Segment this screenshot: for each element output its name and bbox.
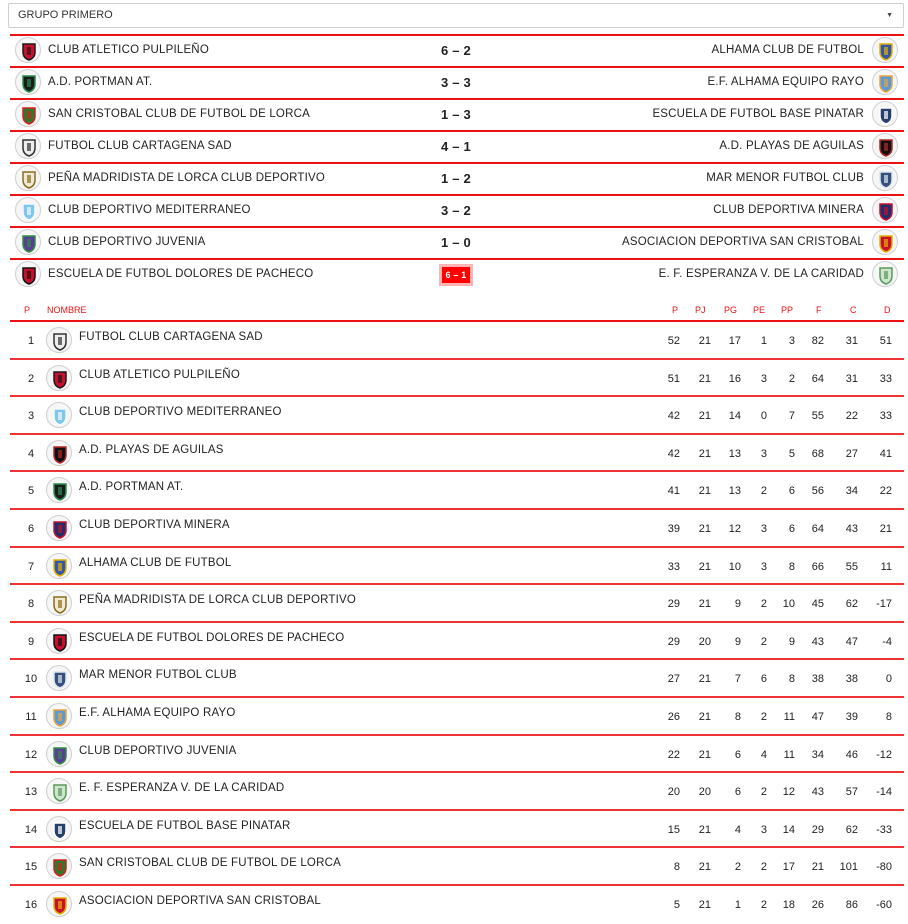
stat-won: 1 (734, 898, 741, 911)
stat-won: 6 (734, 748, 741, 761)
header-drawn: PE (753, 305, 766, 315)
team-name[interactable]: CLUB ATLETICO PULPILEÑO (79, 368, 240, 381)
stat-goal-difference: -80 (876, 861, 892, 874)
stat-goals-against: 47 (845, 635, 858, 648)
stat-played: 21 (698, 335, 711, 347)
team-name[interactable]: ASOCIACION DEPORTIVA SAN CRISTOBAL (79, 894, 321, 907)
stat-drawn: 2 (760, 861, 767, 874)
stat-played: 20 (698, 786, 711, 799)
stat-goal-difference: 11 (880, 560, 892, 573)
position: 14 (24, 823, 38, 836)
team-name[interactable]: PEÑA MADRIDISTA DE LORCA CLUB DEPORTIVO (79, 594, 357, 607)
stat-goals-against: 31 (845, 335, 858, 347)
stat-drawn: 3 (760, 372, 767, 385)
stat-goal-difference: -4 (882, 635, 892, 648)
stat-goal-difference: 21 (879, 522, 892, 535)
match-score: 3 – 2 (441, 203, 471, 218)
stat-played: 21 (698, 710, 711, 723)
stat-won: 9 (734, 598, 741, 611)
stat-goals-for: 82 (811, 335, 824, 347)
stat-goals-for: 47 (811, 710, 824, 723)
team-name[interactable]: CLUB DEPORTIVO MEDITERRANEO (79, 406, 282, 419)
match-score: 1 – 2 (441, 171, 471, 186)
stat-goals-for: 66 (811, 560, 824, 573)
stat-lost: 17 (782, 861, 795, 874)
position: 3 (27, 410, 35, 423)
position: 2 (27, 372, 35, 385)
match-row[interactable] (10, 98, 904, 130)
position: 7 (27, 560, 35, 573)
stat-lost: 18 (782, 898, 795, 911)
stat-drawn: 4 (760, 748, 767, 761)
stat-goal-difference: 41 (879, 447, 892, 460)
stat-lost: 11 (783, 710, 795, 723)
team-name[interactable]: ALHAMA CLUB DE FUTBOL (79, 556, 232, 569)
home-team-name: ESCUELA DE FUTBOL DOLORES DE PACHECO (48, 268, 314, 280)
team-crest-icon (46, 553, 72, 579)
match-score: 1 – 0 (441, 235, 471, 250)
match-row[interactable] (10, 130, 904, 162)
standings-row[interactable] (10, 811, 904, 849)
team-crest-icon (15, 165, 41, 191)
standings-row[interactable] (10, 585, 904, 623)
header-name: NOMBRE (47, 305, 87, 315)
position: 5 (27, 485, 35, 498)
position: 15 (24, 861, 38, 874)
stat-goals-for: 45 (811, 598, 824, 611)
team-crest-icon (46, 515, 72, 541)
stat-points: 39 (667, 522, 680, 535)
stat-goals-for: 29 (811, 823, 824, 836)
team-name[interactable]: E. F. ESPERANZA V. DE LA CARIDAD (79, 782, 285, 795)
stat-lost: 11 (783, 748, 795, 761)
stat-points: 52 (667, 335, 680, 347)
position: 6 (27, 522, 35, 535)
position: 12 (24, 748, 38, 761)
match-score: 1 – 3 (441, 107, 471, 122)
stat-goals-for: 56 (811, 485, 824, 498)
stat-won: 8 (734, 710, 741, 723)
position: 9 (27, 635, 35, 648)
stat-goal-difference: -33 (876, 823, 892, 836)
match-row[interactable] (10, 226, 904, 258)
header-lost: PP (781, 305, 794, 315)
stat-goals-for: 64 (811, 522, 824, 535)
team-crest-icon (46, 778, 72, 804)
stat-drawn: 0 (760, 410, 767, 423)
stat-drawn: 3 (760, 823, 767, 836)
stat-won: 13 (728, 485, 741, 498)
stat-goal-difference: -60 (876, 898, 892, 911)
stat-lost: 8 (788, 673, 795, 686)
stat-goals-for: 55 (811, 410, 824, 423)
stat-played: 21 (698, 522, 711, 535)
team-name[interactable]: ESCUELA DE FUTBOL BASE PINATAR (79, 819, 291, 832)
away-team-name: ASOCIACION DEPORTIVA SAN CRISTOBAL (622, 236, 864, 248)
team-name[interactable]: E.F. ALHAMA EQUIPO RAYO (79, 706, 236, 719)
stat-played: 21 (698, 447, 711, 460)
team-crest-icon (15, 261, 41, 287)
team-crest-icon (15, 197, 41, 223)
standings-row[interactable] (10, 773, 904, 811)
stat-lost: 6 (788, 485, 795, 498)
team-crest-icon (872, 197, 898, 223)
stat-won: 2 (734, 861, 741, 874)
live-score-badge (439, 264, 473, 286)
stat-points: 51 (667, 372, 680, 385)
stat-goals-against: 57 (845, 786, 858, 799)
stat-played: 21 (698, 560, 711, 573)
stat-goals-for: 21 (811, 861, 824, 874)
stat-points: 29 (667, 635, 680, 648)
header-goals-against: C (850, 305, 857, 315)
header-played: PJ (695, 305, 706, 315)
stat-won: 4 (734, 823, 741, 836)
match-row[interactable] (10, 66, 904, 98)
stat-played: 21 (698, 898, 711, 911)
stat-lost: 14 (782, 823, 795, 836)
stat-goals-for: 64 (811, 372, 824, 385)
stat-points: 29 (667, 598, 680, 611)
standings-row[interactable] (10, 698, 904, 736)
stat-goals-for: 38 (811, 673, 824, 686)
standings-row[interactable] (10, 660, 904, 698)
team-crest-icon (872, 165, 898, 191)
match-score: 6 – 1 (442, 267, 470, 283)
stat-goals-against: 62 (845, 823, 858, 836)
stat-lost: 2 (788, 372, 795, 385)
stat-lost: 6 (788, 522, 795, 535)
away-team-name: ESCUELA DE FUTBOL BASE PINATAR (652, 108, 864, 120)
standings-row[interactable] (10, 736, 904, 774)
stat-points: 20 (667, 786, 680, 799)
stat-points: 15 (667, 823, 680, 836)
stat-goals-against: 22 (845, 410, 858, 423)
match-score: 3 – 3 (441, 75, 471, 90)
team-name[interactable]: ESCUELA DE FUTBOL DOLORES DE PACHECO (79, 631, 345, 644)
away-team-name: MAR MENOR FUTBOL CLUB (706, 172, 864, 184)
group-select[interactable] (8, 3, 904, 28)
stat-goal-difference: 22 (879, 485, 892, 498)
stat-played: 21 (698, 485, 711, 498)
stat-points: 41 (667, 485, 680, 498)
stat-won: 16 (728, 372, 741, 385)
stat-goal-difference: 8 (885, 710, 892, 723)
standings-row[interactable] (10, 510, 904, 548)
team-crest-icon (46, 891, 72, 917)
team-crest-icon (872, 261, 898, 287)
stat-played: 20 (698, 635, 711, 648)
standings-row[interactable] (10, 886, 904, 924)
away-team-name: A.D. PLAYAS DE AGUILAS (719, 140, 864, 152)
home-team-name: CLUB ATLETICO PULPILEÑO (48, 44, 209, 56)
position: 8 (27, 598, 35, 611)
stat-points: 33 (667, 560, 680, 573)
stat-points: 27 (667, 673, 680, 686)
stat-drawn: 3 (760, 447, 767, 460)
team-crest-icon (46, 440, 72, 466)
standings-row[interactable] (10, 848, 904, 886)
stat-goal-difference: 51 (879, 335, 892, 347)
home-team-name: SAN CRISTOBAL CLUB DE FUTBOL DE LORCA (48, 108, 310, 120)
team-crest-icon (46, 853, 72, 879)
home-team-name: A.D. PORTMAN AT. (48, 76, 153, 88)
stat-goals-for: 43 (811, 635, 824, 648)
stat-lost: 12 (782, 786, 795, 799)
stat-drawn: 3 (760, 560, 767, 573)
standings-row[interactable] (10, 623, 904, 661)
stat-played: 21 (698, 861, 711, 874)
team-name[interactable]: SAN CRISTOBAL CLUB DE FUTBOL DE LORCA (79, 857, 341, 870)
stat-points: 42 (667, 410, 680, 423)
team-crest-icon (872, 69, 898, 95)
stat-lost: 8 (788, 560, 795, 573)
stat-lost: 9 (788, 635, 795, 648)
stat-goal-difference: -12 (876, 748, 892, 761)
stat-points: 26 (667, 710, 680, 723)
stat-played: 21 (698, 673, 711, 686)
stat-lost: 7 (788, 410, 795, 423)
header-points: P (672, 305, 679, 315)
caret-down-icon: ▼ (886, 12, 893, 19)
stat-drawn: 2 (760, 598, 767, 611)
match-score: 6 – 2 (441, 43, 471, 58)
stat-won: 17 (728, 335, 741, 347)
team-name[interactable]: CLUB DEPORTIVO JUVENIA (79, 744, 237, 757)
header-won: PG (724, 305, 738, 315)
team-crest-icon (46, 665, 72, 691)
stat-lost: 3 (788, 335, 795, 347)
stat-won: 10 (728, 560, 741, 573)
away-team-name: ALHAMA CLUB DE FUTBOL (711, 44, 864, 56)
stat-points: 8 (673, 861, 680, 874)
stat-goal-difference: 33 (879, 410, 892, 423)
stat-won: 14 (728, 410, 741, 423)
team-crest-icon (46, 628, 72, 654)
team-name[interactable]: A.D. PORTMAN AT. (79, 481, 184, 494)
position: 10 (24, 673, 38, 686)
stat-goals-for: 26 (811, 898, 824, 911)
stat-lost: 5 (788, 447, 795, 460)
header-position: P (24, 305, 31, 315)
team-name[interactable]: MAR MENOR FUTBOL CLUB (79, 669, 237, 682)
team-crest-icon (15, 101, 41, 127)
header-goal-difference: D (884, 305, 891, 315)
standings-row[interactable] (10, 360, 904, 398)
stat-drawn: 2 (760, 898, 767, 911)
home-team-name: CLUB DEPORTIVO MEDITERRANEO (48, 204, 251, 216)
standings-row[interactable] (10, 548, 904, 586)
header-goals-for: F (816, 305, 822, 315)
stat-goals-for: 43 (811, 786, 824, 799)
standings-table (10, 300, 904, 924)
stat-played: 21 (698, 598, 711, 611)
stat-goals-for: 68 (811, 447, 824, 460)
match-row[interactable] (10, 34, 904, 66)
match-row[interactable] (10, 194, 904, 226)
stat-goals-against: 62 (845, 598, 858, 611)
team-crest-icon (15, 69, 41, 95)
standings-row[interactable] (10, 322, 904, 360)
away-team-name: CLUB DEPORTIVA MINERA (713, 204, 864, 216)
match-score: 4 – 1 (441, 139, 471, 154)
team-crest-icon (46, 741, 72, 767)
stat-drawn: 1 (760, 335, 767, 347)
stat-goal-difference: 33 (879, 372, 892, 385)
stat-played: 21 (698, 372, 711, 385)
match-row[interactable] (10, 258, 904, 290)
stat-won: 6 (734, 786, 741, 799)
standings-row[interactable] (10, 397, 904, 435)
group-select-value: GRUPO PRIMERO (18, 9, 113, 21)
stat-goals-for: 34 (811, 748, 824, 761)
stat-goals-against: 86 (845, 898, 858, 911)
standings-header (10, 300, 904, 322)
team-crest-icon (872, 37, 898, 63)
away-team-name: E. F. ESPERANZA V. DE LA CARIDAD (658, 268, 864, 280)
stat-drawn: 2 (760, 635, 767, 648)
stat-points: 42 (667, 447, 680, 460)
stat-drawn: 6 (760, 673, 767, 686)
stat-goals-against: 39 (845, 710, 858, 723)
stat-drawn: 2 (760, 485, 767, 498)
team-crest-icon (46, 365, 72, 391)
stat-lost: 10 (782, 598, 795, 611)
stat-goals-against: 31 (845, 372, 858, 385)
standings-row[interactable] (10, 435, 904, 473)
position: 1 (27, 335, 35, 347)
team-crest-icon (46, 703, 72, 729)
stat-won: 9 (734, 635, 741, 648)
stat-played: 21 (698, 748, 711, 761)
stat-goal-difference: 0 (885, 673, 892, 686)
team-crest-icon (872, 229, 898, 255)
position: 4 (27, 447, 35, 460)
team-crest-icon (15, 133, 41, 159)
stat-won: 12 (728, 522, 741, 535)
stat-goals-against: 38 (845, 673, 858, 686)
stat-points: 5 (673, 898, 680, 911)
home-team-name: FUTBOL CLUB CARTAGENA SAD (48, 140, 232, 152)
stat-drawn: 2 (760, 786, 767, 799)
stat-goals-against: 34 (845, 485, 858, 498)
team-name[interactable]: FUTBOL CLUB CARTAGENA SAD (79, 331, 263, 343)
team-name[interactable]: A.D. PLAYAS DE AGUILAS (79, 443, 224, 456)
stat-goals-against: 27 (845, 447, 858, 460)
team-crest-icon (46, 477, 72, 503)
match-row[interactable] (10, 162, 904, 194)
position: 13 (24, 786, 38, 799)
team-crest-icon (872, 133, 898, 159)
stat-played: 21 (698, 410, 711, 423)
stat-goals-against: 43 (845, 522, 858, 535)
home-team-name: CLUB DEPORTIVO JUVENIA (48, 236, 206, 248)
stat-drawn: 2 (760, 710, 767, 723)
position: 16 (24, 898, 38, 911)
position: 11 (25, 710, 37, 723)
team-crest-icon (46, 816, 72, 842)
stat-played: 21 (698, 823, 711, 836)
team-crest-icon (46, 327, 72, 353)
home-team-name: PEÑA MADRIDISTA DE LORCA CLUB DEPORTIVO (48, 172, 326, 184)
away-team-name: E.F. ALHAMA EQUIPO RAYO (707, 76, 864, 88)
stat-won: 13 (728, 447, 741, 460)
stat-goal-difference: -17 (876, 598, 892, 611)
match-results (10, 34, 904, 290)
stat-drawn: 3 (760, 522, 767, 535)
team-crest-icon (15, 37, 41, 63)
standings-row[interactable] (10, 472, 904, 510)
team-crest-icon (872, 101, 898, 127)
team-name[interactable]: CLUB DEPORTIVA MINERA (79, 518, 230, 531)
team-crest-icon (15, 229, 41, 255)
team-crest-icon (46, 590, 72, 616)
stat-goals-against: 55 (845, 560, 858, 573)
stat-goal-difference: -14 (876, 786, 892, 799)
stat-goals-against: 101 (839, 861, 858, 874)
stat-won: 7 (734, 673, 741, 686)
stat-points: 22 (667, 748, 680, 761)
team-crest-icon (46, 402, 72, 428)
stat-goals-against: 46 (845, 748, 858, 761)
